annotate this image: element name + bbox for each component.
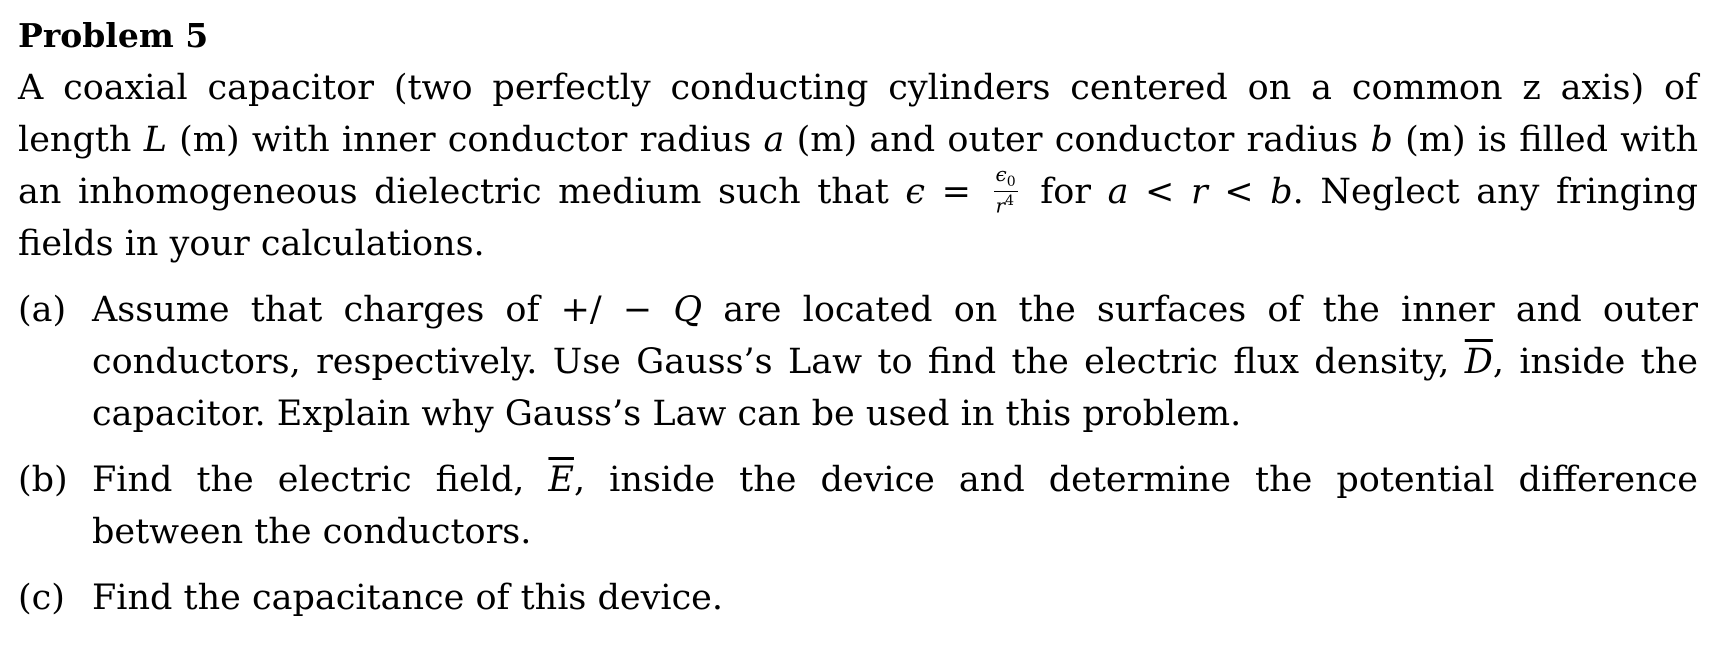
part-c-label: (c)	[18, 578, 65, 619]
outer-radius-symbol: b	[1370, 120, 1393, 160]
intro-text-1: A coaxial capacitor (two perfectly conducting cylinders centered on a common z axis) of length	[18, 68, 1698, 160]
part-a-text: Assume that charges of +/ − Q are located on the surfaces of the inner and outer conductors, respectively. Use Gauss’s Law to find the electric flux density, $\overline{D}$, inside the capacitor. Explain why Gauss’s Law can be used in this problem.	[92, 290, 1698, 435]
inner-radius-symbol: a	[763, 120, 785, 160]
intro-text-4: (m) is filled with an inhomogeneous dielectric medium such that	[18, 120, 1699, 212]
part-a	[18, 284, 1698, 440]
part-b-text: Find the electric field, $\overline{E}$, inside the device and determine the potential difference between the conductors.	[92, 460, 1698, 553]
intro-text-3: (m) and outer conductor radius	[784, 120, 1371, 160]
fraction-denominator: $r^4$	[995, 192, 1014, 218]
part-b	[18, 454, 1698, 558]
electric-field-symbol: $\overline{E}$	[548, 460, 574, 501]
charge-symbol: Q	[673, 290, 703, 331]
problem-intro	[18, 62, 1698, 270]
problem-title: Problem 5	[18, 16, 209, 55]
intro-text-2: (m) with inner conductor radius	[166, 120, 764, 160]
part-c-text: Find the capacitance of this device.	[92, 578, 724, 619]
intro-text-6: . Neglect any fringing fields in your calculations.	[18, 172, 1699, 265]
part-a-label: (a)	[18, 290, 67, 331]
part-b-label: (b)	[18, 460, 68, 501]
permittivity-fraction	[994, 161, 1018, 218]
equals-sign: =	[924, 172, 988, 212]
epsilon-symbol: ϵ	[905, 172, 925, 212]
intro-text-5: for	[1023, 172, 1108, 212]
length-symbol: L	[143, 120, 167, 160]
flux-density-symbol: $\overline{D}$	[1464, 342, 1493, 383]
radius-inequality: a < r < b	[1107, 172, 1293, 212]
part-c	[18, 572, 1698, 624]
problem-page	[18, 14, 1698, 624]
fraction-numerator: $\epsilon_0$	[995, 161, 1016, 190]
